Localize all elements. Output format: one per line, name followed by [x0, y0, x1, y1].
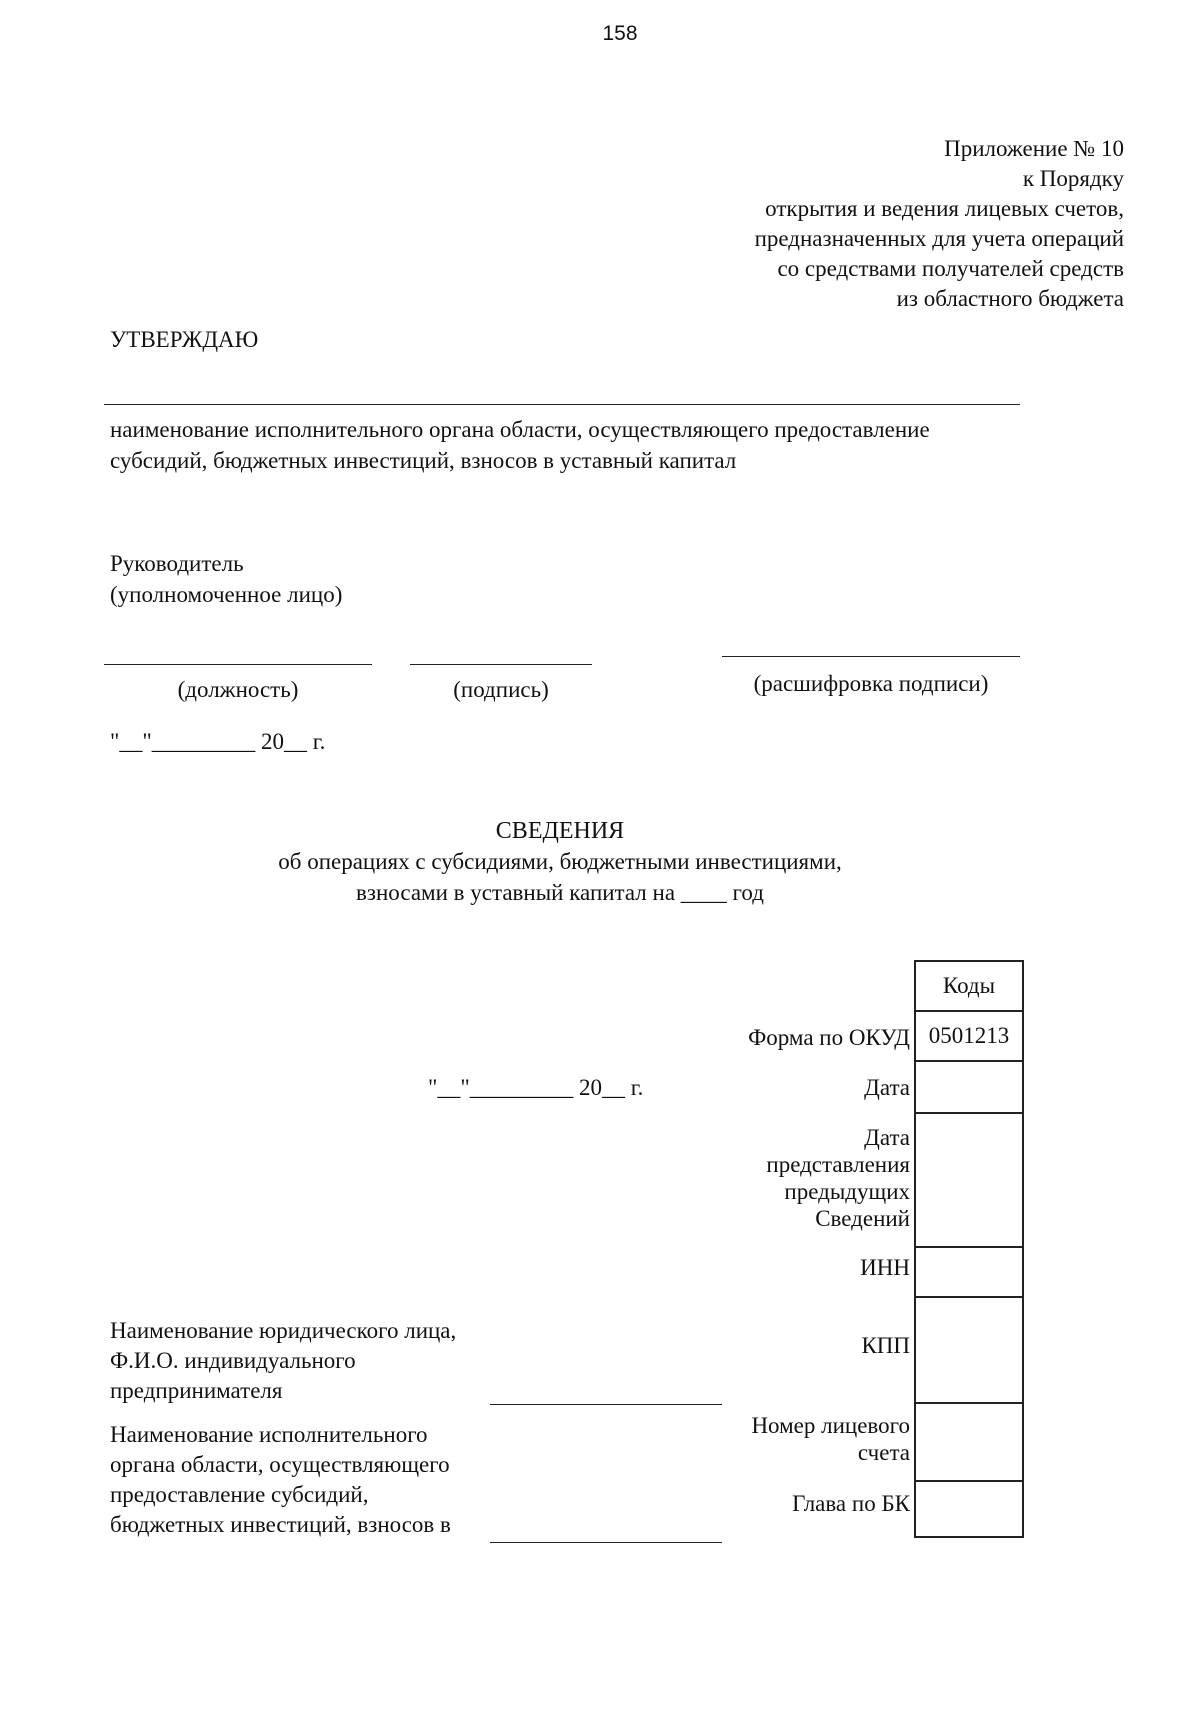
- head-label: [110, 548, 342, 610]
- organ-caption-line: субсидий, бюджетных инвестиций, взносов в уставный капитал: [110, 448, 737, 473]
- appendix-line: предназначенных для учета операций: [754, 226, 1124, 251]
- subtitle-line: взносами в уставный капитал на ____ год: [356, 880, 764, 905]
- signature-field[interactable]: [410, 664, 592, 665]
- legal-entity-label: [110, 1316, 456, 1406]
- decoding-caption: (расшифровка подписи): [753, 671, 989, 696]
- kpp-code-cell[interactable]: [915, 1297, 1023, 1403]
- organ-caption: [110, 414, 930, 476]
- head-label-line: (уполномоченное лицо): [110, 582, 343, 607]
- inn-code-cell[interactable]: [915, 1247, 1023, 1297]
- legal-entity-label-line: предпринимателя: [110, 1378, 283, 1403]
- appendix-line: Приложение № 10: [944, 136, 1124, 161]
- organ-label-line: предоставление субсидий,: [110, 1482, 369, 1507]
- organ-label: [110, 1420, 451, 1540]
- date-label: Дата: [864, 1075, 910, 1100]
- previous-date-label-line: Сведений: [815, 1206, 910, 1231]
- account-number-code-cell[interactable]: [915, 1403, 1023, 1481]
- subtitle-line: об операциях с субсидиями, бюджетными инвестициями,: [278, 849, 842, 874]
- approval-heading: УТВЕРЖДАЮ: [110, 327, 259, 352]
- legal-entity-label-line: Наименование юридического лица,: [110, 1318, 457, 1343]
- organ-field[interactable]: [490, 1542, 722, 1543]
- organ-name-field[interactable]: [104, 404, 1020, 405]
- date-code-cell[interactable]: [915, 1061, 1023, 1113]
- account-number-label: [751, 1412, 910, 1466]
- kpp-label: КПП: [861, 1333, 910, 1358]
- previous-date-label-line: Дата: [864, 1125, 910, 1150]
- legal-entity-label-line: Ф.И.О. индивидуального: [110, 1348, 356, 1373]
- budget-chapter-label: Глава по БК: [792, 1491, 910, 1516]
- organ-label-line: бюджетных инвестиций, взносов в: [110, 1512, 451, 1537]
- inn-label: ИНН: [860, 1255, 910, 1280]
- previous-date-label: [766, 1124, 910, 1232]
- budget-chapter-code-cell[interactable]: [915, 1481, 1023, 1537]
- account-number-label-line: счета: [857, 1440, 910, 1465]
- signature-caption: (подпись): [453, 677, 549, 702]
- appendix-note: [755, 134, 1124, 314]
- position-field[interactable]: [104, 664, 372, 665]
- appendix-line: к Порядку: [1022, 166, 1124, 191]
- organ-label-line: органа области, осуществляющего: [110, 1452, 450, 1477]
- organ-label-line: Наименование исполнительного: [110, 1422, 428, 1447]
- okud-label: Форма по ОКУД: [748, 1025, 910, 1050]
- okud-code-cell: 0501213: [915, 1011, 1023, 1061]
- appendix-line: из областного бюджета: [896, 286, 1124, 311]
- previous-date-label-line: представления: [766, 1152, 910, 1177]
- legal-entity-field[interactable]: [490, 1404, 722, 1405]
- position-caption: (должность): [177, 677, 299, 702]
- head-label-line: Руководитель: [110, 551, 244, 576]
- previous-date-code-cell[interactable]: [915, 1113, 1023, 1247]
- approval-date: "__"_________ 20__ г.: [110, 729, 326, 754]
- page-number: 158: [602, 22, 638, 45]
- account-number-label-line: Номер лицевого: [751, 1413, 910, 1438]
- previous-date-label-line: предыдущих: [784, 1179, 910, 1204]
- document-title: СВЕДЕНИЯ: [495, 818, 625, 844]
- appendix-line: со средствами получателей средств: [777, 256, 1124, 281]
- form-date: "__"_________ 20__ г.: [428, 1075, 644, 1100]
- codes-header: Коды: [915, 961, 1023, 1011]
- document-subtitle: [0, 846, 1120, 908]
- appendix-line: открытия и ведения лицевых счетов,: [765, 196, 1124, 221]
- signature-decoding-field[interactable]: [722, 656, 1020, 657]
- organ-caption-line: наименование исполнительного органа области, осуществляющего предоставление: [110, 417, 930, 442]
- codes-table: [914, 960, 1024, 1538]
